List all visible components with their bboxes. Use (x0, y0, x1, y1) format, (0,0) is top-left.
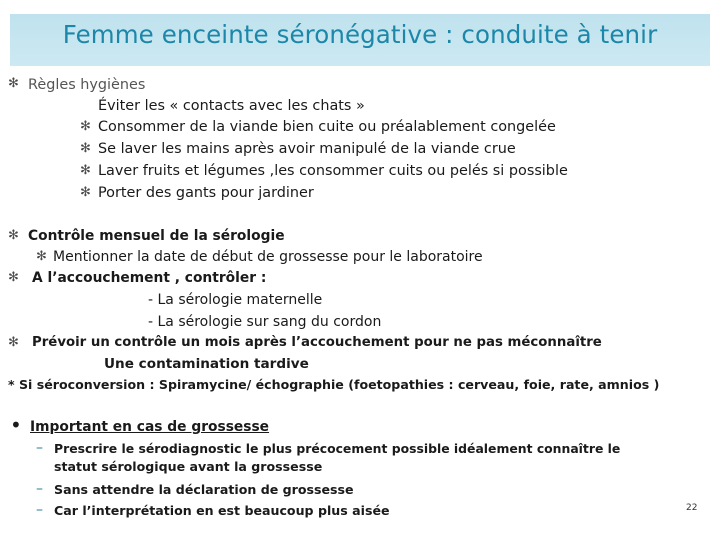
asterisk-bullet-icon: ✻ (8, 335, 19, 350)
dash-bullet-icon: – (36, 440, 43, 456)
followup-line: Prévoir un contrôle un mois après l’accouchement pour ne pas méconnaître (32, 335, 602, 350)
asterisk-bullet-icon: ✻ (80, 163, 91, 178)
asterisk-bullet-icon: ✻ (80, 119, 91, 134)
dash-bullet-icon: – (36, 502, 43, 518)
asterisk-bullet-icon: ✻ (36, 249, 47, 264)
hygiene-item: Se laver les mains après avoir manipulé de la viande crue (98, 141, 516, 157)
important-item: Prescrire le sérodiagnostic le plus précocement possible idéalement connaître le (54, 441, 621, 456)
important-item-continuation: statut sérologique avant la grossesse (54, 459, 323, 474)
hygiene-item: Porter des gants pour jardiner (98, 185, 314, 201)
hygiene-item: Consommer de la viande bien cuite ou préalablement congelée (98, 119, 556, 135)
page-number: 22 (686, 503, 698, 513)
asterisk-bullet-icon: ✻ (8, 228, 19, 243)
delivery-header: A l’accouchement , contrôler : (32, 270, 267, 286)
important-header: Important en cas de grossesse (30, 419, 270, 435)
followup-line: Une contamination tardive (104, 356, 309, 372)
asterisk-bullet-icon: ✻ (80, 141, 91, 156)
monitoring-sub: Mentionner la date de début de grossesse pour le laboratoire (53, 249, 483, 265)
asterisk-bullet-icon: ✻ (8, 270, 19, 285)
important-item: Sans attendre la déclaration de grossesse (54, 482, 354, 497)
seroconversion-line: * Si séroconversion : Spiramycine/ échographie (foetopathies : cerveau, foie, rate, amnios ) (8, 377, 660, 392)
important-item: Car l’interprétation en est beaucoup plus aisée (54, 503, 390, 518)
asterisk-bullet-icon: ✻ (8, 76, 19, 91)
monitoring-header: Contrôle mensuel de la sérologie (28, 228, 285, 244)
delivery-item: - La sérologie maternelle (148, 292, 323, 308)
hygiene-header: Règles hygiènes (28, 77, 146, 93)
hygiene-item: Laver fruits et légumes ,les consommer cuits ou pelés si possible (98, 163, 568, 179)
delivery-item: - La sérologie sur sang du cordon (148, 314, 382, 330)
dot-bullet-icon: • (10, 413, 22, 437)
slide-title: Femme enceinte séronégative : conduite à tenir (62, 20, 658, 49)
asterisk-bullet-icon: ✻ (80, 185, 91, 200)
dash-bullet-icon: – (36, 481, 43, 497)
hygiene-item: Éviter les « contacts avec les chats » (98, 98, 365, 114)
